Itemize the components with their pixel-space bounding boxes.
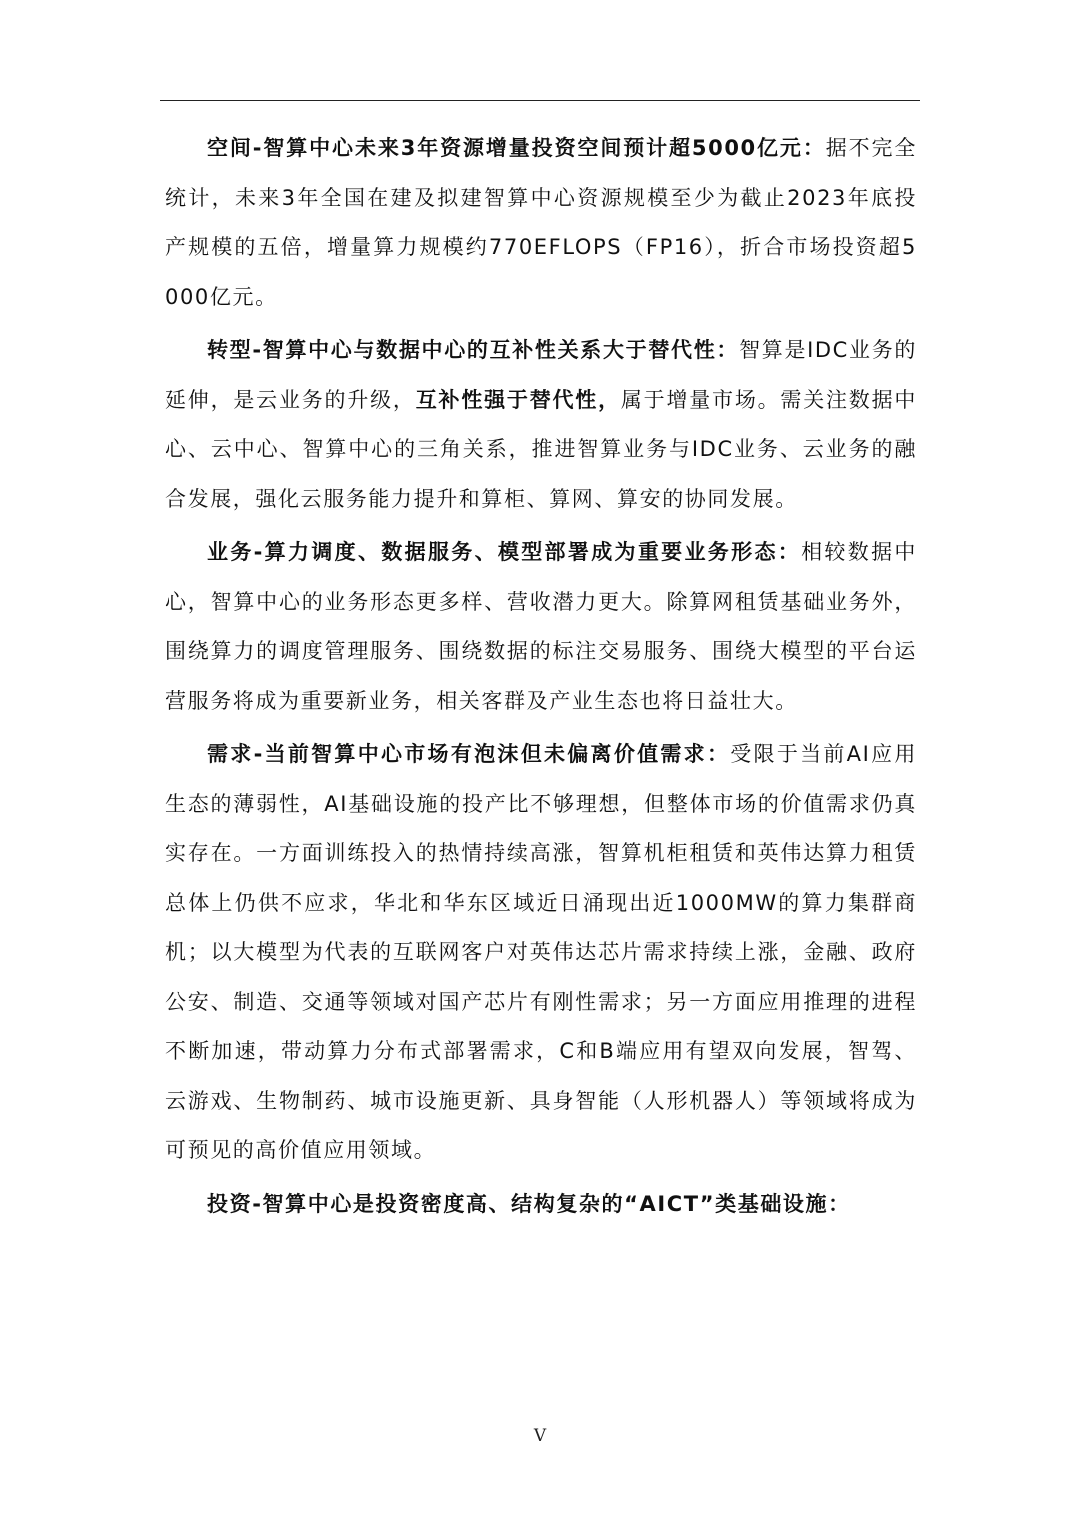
paragraph-investment xyxy=(165,1180,917,1230)
paragraph-heading: 需求-当前智算中心市场有泡沫但未偏离价值需求： xyxy=(207,742,731,766)
paragraph-business xyxy=(165,528,917,726)
paragraph-body: 受限于当前AI应用生态的薄弱性，AI基础设施的投产比不够理想，但整体市场的价值需求仍真实存在。一方面训练投入的热情持续高涨，智算机柜租赁和英伟达算力租赁总体上仍供不应求，华北和华东区域近日涌现出近1000MW的算力集群商机；以大模型为代表的互联网客户对英伟达芯片需求持续上涨，金融、政府公安、制造、交通等领域对国产芯片有刚性需求；另一方面应用推理的进程不断加速，带动算力分布式部署需求，C和B端应用有望双向发展，智驾、云游戏、生物制药、城市设施更新、具身智能（人形机器人）等领域将成为可预见的高价值应用领域。 xyxy=(165,742,917,1162)
paragraph-emphasis: 互补性强于替代性， xyxy=(415,387,621,412)
paragraph-heading: 空间-智算中心未来3年资源增量投资空间预计超5000亿元： xyxy=(207,136,826,160)
paragraph-body: 据不完全统计，未来3年全国在建及拟建智算中心资源规模至少为截止2023年底投产规模的五倍，增量算力规模约770EFLOPS（FP16），折合市场投资超5000亿元。 xyxy=(165,136,917,309)
paragraph-transformation xyxy=(165,326,917,524)
paragraph-heading: 转型-智算中心与数据中心的互补性关系大于替代性： xyxy=(207,338,740,362)
page-number: V xyxy=(533,1426,547,1446)
paragraph-heading: 投资-智算中心是投资密度高、结构复杂的“AICT”类基础设施： xyxy=(207,1191,851,1216)
paragraph-body: 相较数据中心，智算中心的业务形态更多样、营收潜力更大。除算网租赁基础业务外，围绕算力的调度管理服务、围绕数据的标注交易服务、围绕大模型的平台运营服务将成为重要新业务，相关客群及产业生态也将日益壮大。 xyxy=(165,540,917,713)
paragraph-demand xyxy=(165,730,917,1176)
paragraph-body: 智算是IDC业务的延伸，是云业务的升级， xyxy=(165,338,917,412)
paragraph-body: 属于增量市场。需关注数据中心、云中心、智算中心的三角关系，推进智算业务与IDC业务、云业务的融合发展，强化云服务能力提升和算柜、算网、算安的协同发展。 xyxy=(165,387,917,511)
document-body xyxy=(165,124,917,1233)
header-rule xyxy=(160,100,920,101)
paragraph-space xyxy=(165,124,917,322)
paragraph-heading: 业务-算力调度、数据服务、模型部署成为重要业务形态： xyxy=(207,540,802,564)
